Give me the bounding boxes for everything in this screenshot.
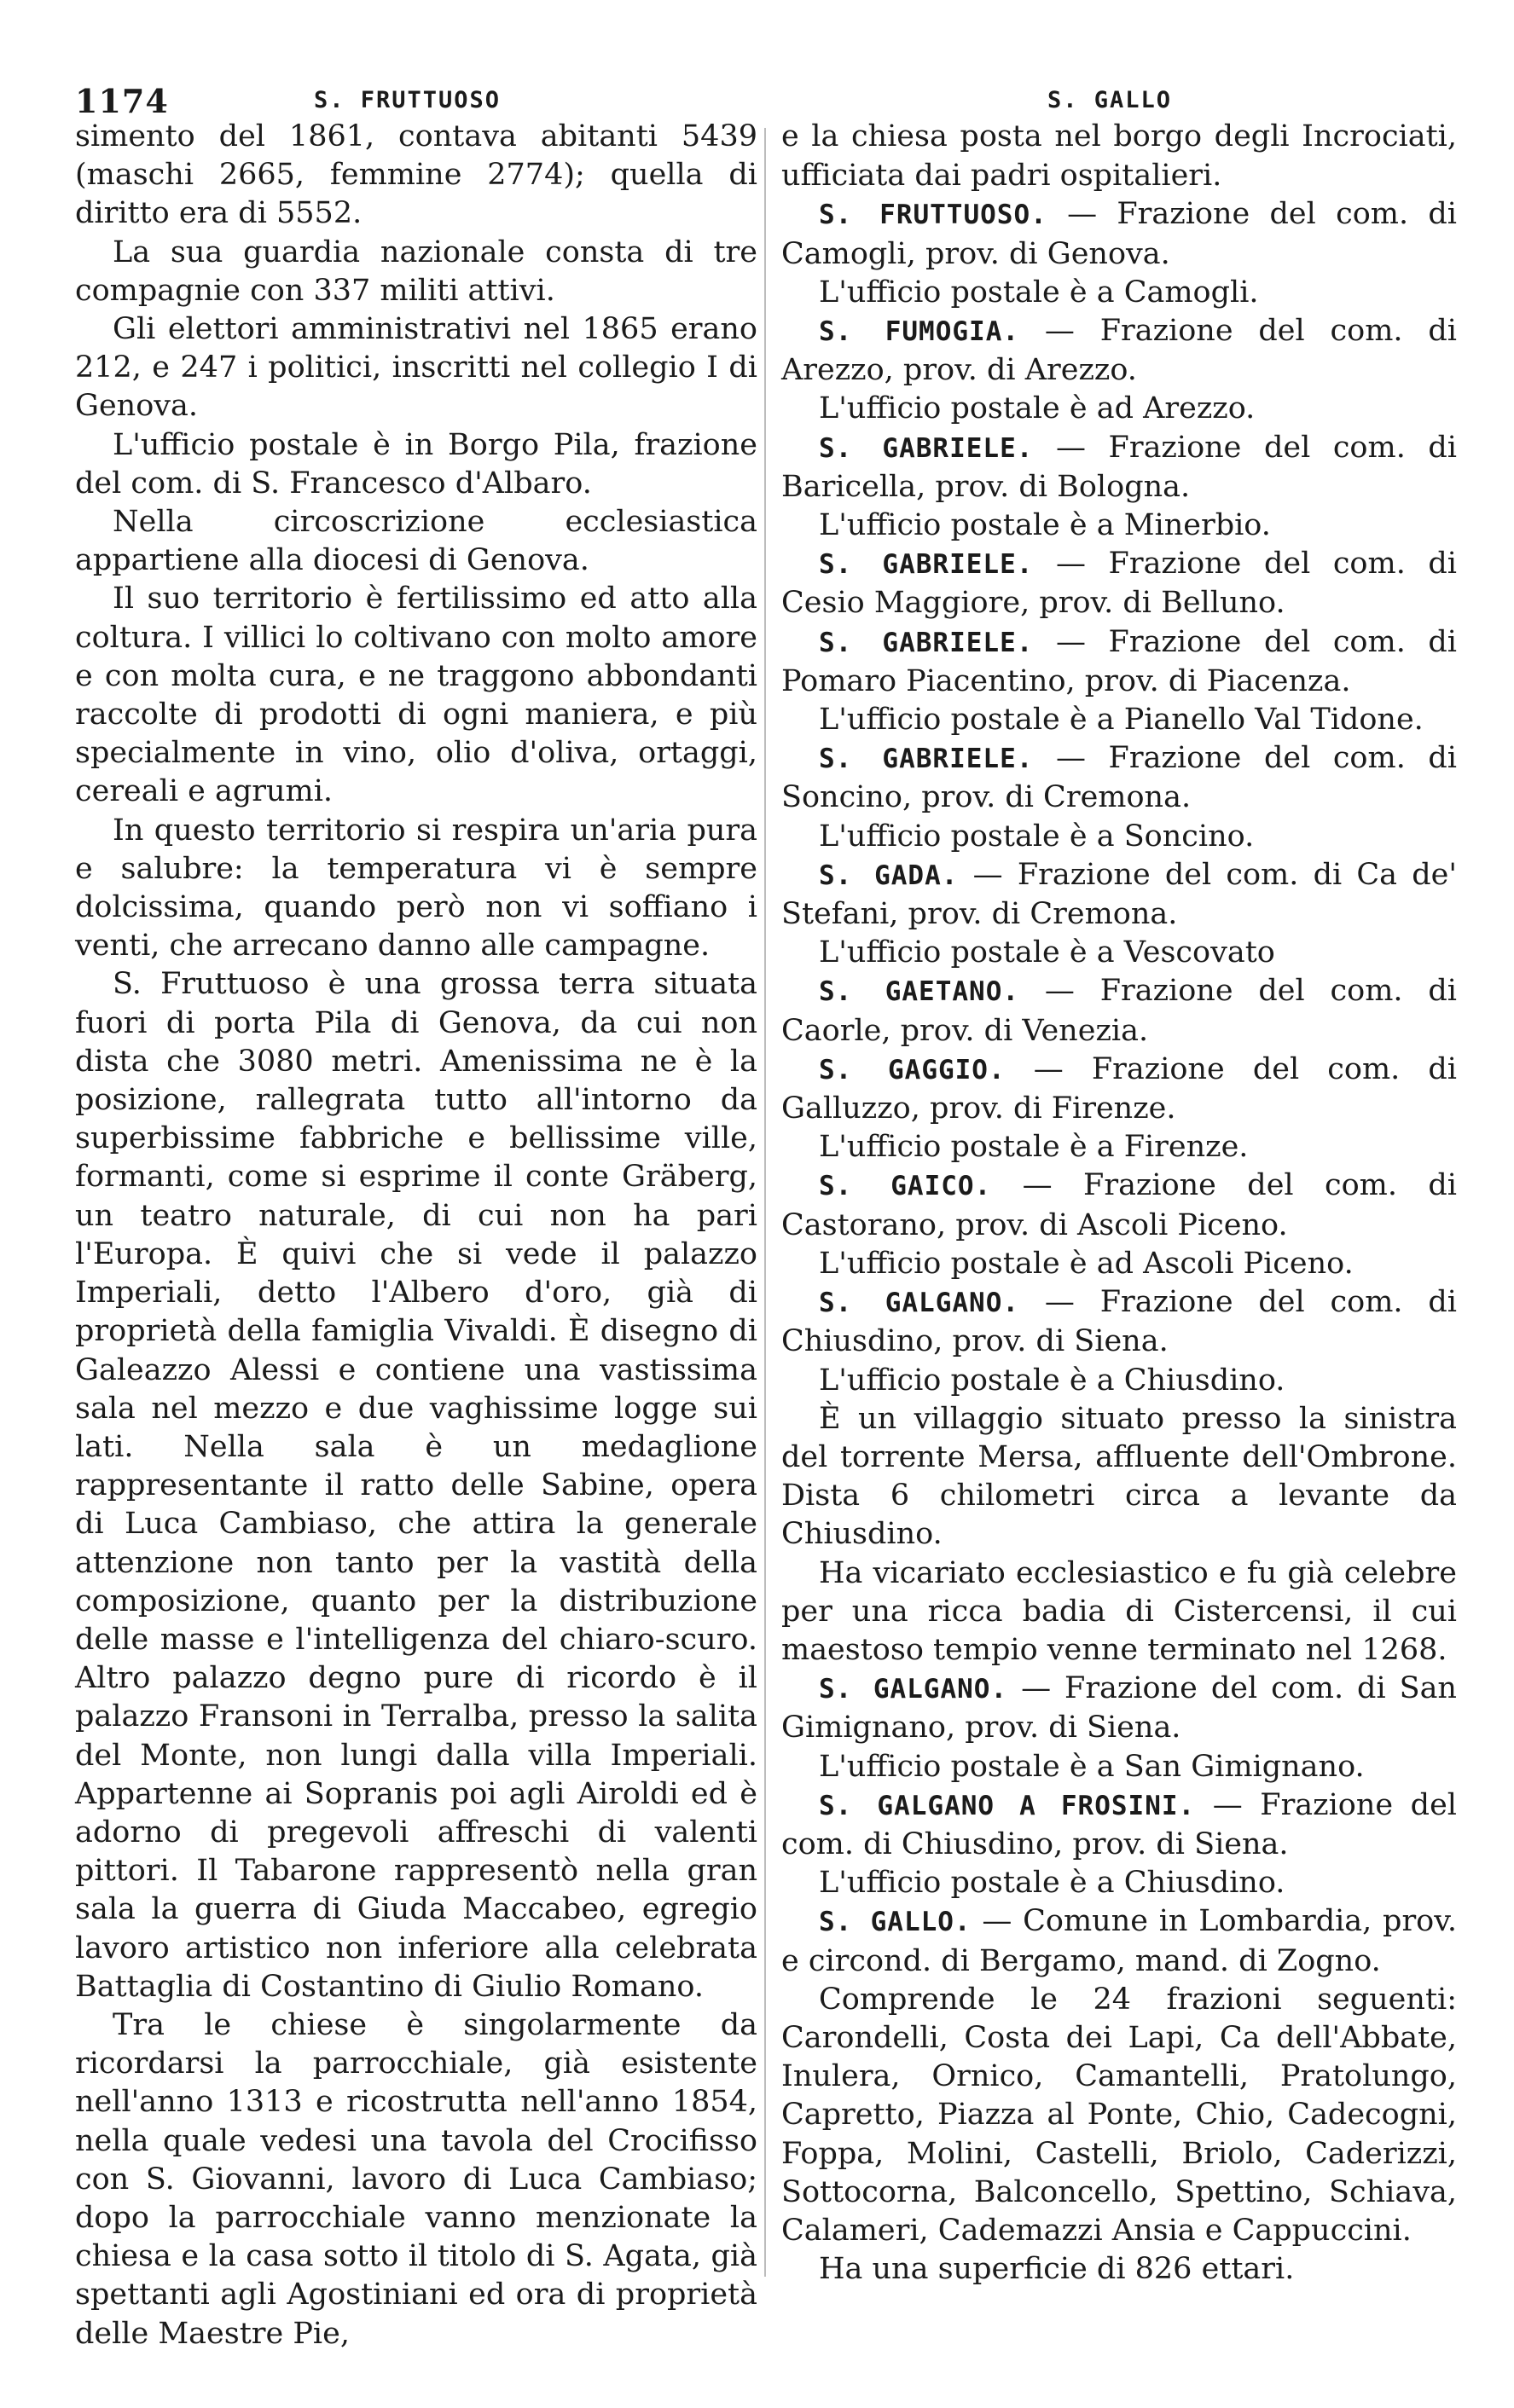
entry <box>781 312 1457 390</box>
entry-headword: S. GABRIELE. <box>819 432 1034 464</box>
paragraph: Tra le chiese è singolarmente da ricordarsi la parrocchiale, già esistente nell'anno 1313 e ricostrutta nell'anno 1854, nella quale vedesi una tavola del Crocifisso con S. Giovanni, lavoro di Luca Cambiaso; dopo la parrocchiale vanno menzionate la chiesa e la casa sotto il titolo di S. Agata, già spettanti agli Agostiniani ed ora di proprietà delle Maestre Pie, <box>75 2007 757 2351</box>
entry-text: — Frazione del com. di Galluzzo, prov. di Firenze. <box>781 1051 1457 1126</box>
entry <box>781 429 1457 506</box>
paragraph: simento del 1861, contava abitanti 5439 (maschi 2665, femmine 2774); quella di diritto era di 5552. <box>75 119 757 231</box>
entry-text: — Frazione del com. di Chiusdino, prov. di Siena. <box>781 1285 1457 1359</box>
entry-text: Ha una superficie di 826 ettari. <box>819 2252 1295 2287</box>
entry-headword: S. GABRIELE. <box>819 549 1034 581</box>
right-column <box>781 118 1457 2289</box>
entry-text: — Frazione del com. di Baricella, prov. di Bologna. <box>781 430 1457 504</box>
entry-text: L'ufficio postale è ad Arezzo. <box>819 391 1256 426</box>
entry-headword: S. GABRIELE. <box>819 744 1034 775</box>
entry <box>781 1670 1457 1747</box>
entry-headword: S. GABRIELE. <box>819 627 1034 658</box>
entry <box>781 1245 1457 1283</box>
entry-text: L'ufficio postale è a Chiusdino. <box>819 1866 1285 1901</box>
entry <box>781 739 1457 817</box>
entry-text: L'ufficio postale è a Pianello Val Tidone. <box>819 703 1424 738</box>
entry <box>781 623 1457 701</box>
entry-text: — Comune in Lombardia, prov. e circond. di Bergamo, mand. di Zogno. <box>781 1904 1457 1978</box>
paragraph: S. Fruttuoso è una grossa terra situata fuori di porta Pila di Genova, da cui non dista che 3080 metri. Amenissima ne è la posizione, rallegrata tutto all'intorno da superbissime fabbriche e bellissime ville, formanti, come si esprime il conte Gräberg, un teatro naturale, di cui non ha pari l'Europa. È quivi che si vede il palazzo Imperiali, detto l'Albero d'oro, già di proprietà della famiglia Vivaldi. È disegno di Galeazzo Alessi e contiene una vastissima sala nel mezzo e due vaghissime logge sui lati. Nella sala è un medaglione rappresentante il ratto delle Sabine, opera di Luca Cambiaso, che attira la generale attenzione non tanto per la vastità della composizione, quanto per la distribuzione delle masse e l'intelligenza del chiaro-scuro. Altro palazzo degno pure di ricordo è il palazzo Fransoni in Terralba, presso la salita del Monte, non lungi dalla villa Imperiali. Appartenne ai Sopranis poi agli Airoldi ed è adorno di pregevoli affreschi di valenti pittori. Il Tabarone rappresentò nella gran sala la guerra di Giuda Maccabeo, egregio lavoro artistico non inferiore alla celebrata Battaglia di Costantino di Giulio Romano. <box>75 967 757 2004</box>
entry-headword: S. GAICO. <box>819 1171 992 1202</box>
entry-text: — Frazione del com. di Caorle, prov. di Venezia. <box>781 974 1457 1048</box>
entry-text: L'ufficio postale è a San Gimignano. <box>819 1749 1365 1784</box>
entry-text: L'ufficio postale è a Minerbio. <box>819 508 1271 543</box>
entry <box>781 701 1457 739</box>
entry-text: — Frazione del com. di Castorano, prov. di Ascoli Piceno. <box>781 1168 1457 1242</box>
entry-text: L'ufficio postale è a Chiusdino. <box>819 1363 1285 1398</box>
entry <box>781 1786 1457 1864</box>
entry-text: L'ufficio postale è a Firenze. <box>819 1130 1249 1165</box>
running-head-left: S. FRUTTUOSO <box>314 87 502 113</box>
entry <box>781 1902 1457 1980</box>
entry-text: È un villaggio situato presso la sinistra del torrente Mersa, affluente dell'Ombrone. Dista 6 chilometri circa a levante da Chiusdino. <box>781 1401 1457 1552</box>
page-header <box>75 82 1457 121</box>
entry <box>781 118 1457 195</box>
entry <box>781 1051 1457 1128</box>
entry-headword: S. GALGANO A FROSINI. <box>819 1790 1196 1821</box>
entry-headword: S. FUMOGIA. <box>819 316 1020 348</box>
entry-text: L'ufficio postale è a Soncino. <box>819 819 1255 854</box>
entry <box>781 1166 1457 1244</box>
paragraph: L'ufficio postale è in Borgo Pila, frazione del com. di S. Francesco d'Albaro. <box>75 427 757 501</box>
entry <box>781 195 1457 273</box>
entry <box>781 972 1457 1050</box>
entry <box>781 1400 1457 1554</box>
entry-text: L'ufficio postale è a Camogli. <box>819 275 1259 310</box>
entry <box>781 1981 1457 2250</box>
entry-headword: S. GAGGIO. <box>819 1054 1006 1085</box>
paragraph: Gli elettori amministrativi nel 1865 erano 212, e 247 i politici, inscritti nel collegio I di Genova. <box>75 312 757 424</box>
running-head-right: S. GALLO <box>1047 87 1173 113</box>
page-number: 1174 <box>75 82 169 120</box>
entry <box>781 1128 1457 1166</box>
entry-headword: S. GALLO. <box>819 1907 972 1938</box>
entry <box>781 274 1457 312</box>
entry-text: Comprende le 24 frazioni seguenti: Carondelli, Costa dei Lapi, Ca dell'Abbate, Inulera, Ornico, Camantelli, Pratolungo, Capretto, Piazza al Ponte, Chio, Cadecogni, Foppa, Molini, Castelli, Briolo, Caderizzi, Sottocorna, Balconcello, Spettino, Schiava, Calameri, Cademazzi Ansia e Cappuccini. <box>781 1982 1457 2248</box>
entry <box>781 934 1457 972</box>
entry <box>781 1362 1457 1400</box>
entry-text: L'ufficio postale è a Vescovato <box>819 935 1275 970</box>
entry-text: — Frazione del com. di Ca de' Stefani, prov. di Cremona. <box>781 857 1457 932</box>
entry-headword: S. FRUTTUOSO. <box>819 200 1047 231</box>
entry-text: — Frazione del com. di Arezzo, prov. di Arezzo. <box>781 314 1457 388</box>
entry <box>781 1864 1457 1902</box>
entry <box>781 1283 1457 1361</box>
paragraph: In questo territorio si respira un'aria pura e salubre: la temperatura vi è sempre dolcissima, quando però non vi soffiano i venti, che arrecano danno alle campagne. <box>75 813 757 964</box>
column-divider <box>764 128 766 2277</box>
entry-headword: S. GALGANO. <box>819 1288 1020 1319</box>
entry-text: — Frazione del com. di San Gimignano, prov. di Siena. <box>781 1671 1457 1745</box>
entry <box>781 2250 1457 2289</box>
entry-text: e la chiesa posta nel borgo degli Incrociati, ufficiata dai padri ospitalieri. <box>781 119 1457 194</box>
entry-headword: S. GADA. <box>819 860 959 891</box>
entry-text: — Frazione del com. di Soncino, prov. di Cremona. <box>781 741 1457 815</box>
entry-text: — Frazione del com. di Cesio Maggiore, prov. di Belluno. <box>781 547 1457 621</box>
left-column <box>75 118 757 2353</box>
entry <box>781 1554 1457 1670</box>
entry-text: Ha vicariato ecclesiastico e fu già celebre per una ricca badia di Cistercensi, il cui maestoso tempio venne terminato nel 1268. <box>781 1555 1457 1667</box>
entry <box>781 1748 1457 1786</box>
paragraph: Il suo territorio è fertilissimo ed atto alla coltura. I villici lo coltivano con molto amore e con molta cura, e ne traggono abbondanti raccolte di prodotti di ogni maniera, e più specialmente in vino, olio d'oliva, ortaggi, cereali e agrumi. <box>75 582 757 809</box>
entry-headword: S. GALGANO. <box>819 1674 1008 1705</box>
entry-text: — Frazione del com. di Chiusdino, prov. di Siena. <box>781 1787 1457 1861</box>
entry-text: — Frazione del com. di Pomaro Piacentino, prov. di Piacenza. <box>781 624 1457 698</box>
paragraph: Nella circoscrizione ecclesiastica appartiene alla diocesi di Genova. <box>75 505 757 578</box>
entry-headword: S. GAETANO. <box>819 976 1020 1008</box>
entry <box>781 818 1457 856</box>
entry <box>781 390 1457 428</box>
entry <box>781 856 1457 934</box>
entry-text: — Frazione del com. di Camogli, prov. di Genova. <box>781 197 1457 271</box>
entry <box>781 545 1457 622</box>
paragraph: La sua guardia nazionale consta di tre compagnie con 337 militi attivi. <box>75 234 757 308</box>
entry <box>781 506 1457 545</box>
entry-text: L'ufficio postale è ad Ascoli Piceno. <box>819 1246 1354 1281</box>
